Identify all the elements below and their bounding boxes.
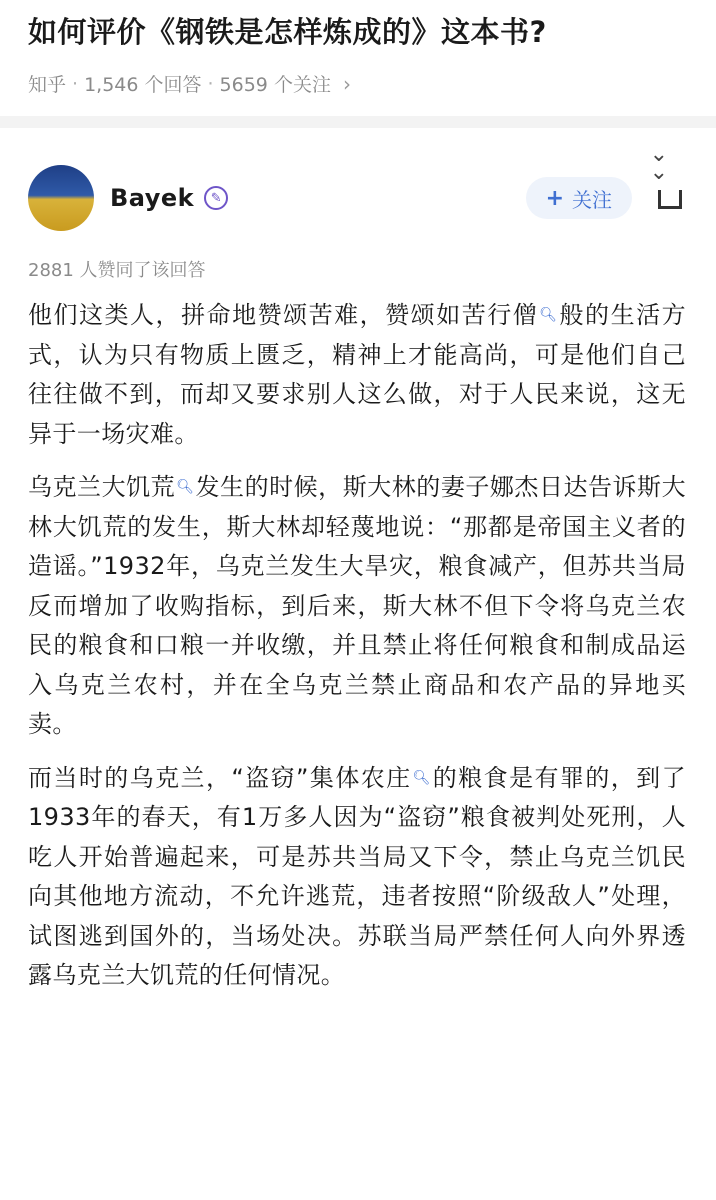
meta-separator: · — [207, 72, 214, 95]
search-mark-icon[interactable]: 🔍︎ — [412, 769, 431, 786]
follower-count: 5659 个关注 — [219, 74, 331, 96]
paragraph-1: 他们这类人，拼命地赞颂苦难，赞颂如苦行僧🔍︎般的生活方式，认为只有物质上匮乏，精神上才能高尚，可是他们自己往往做不到，而却又要求别人这么做，对于人民来说，这无异于一场灾难。 — [28, 296, 686, 454]
answer-body — [28, 296, 686, 996]
question-header — [0, 0, 716, 116]
chevron-right-icon[interactable]: › — [342, 71, 351, 96]
question-meta[interactable] — [28, 70, 688, 97]
search-mark-icon[interactable]: 🔍︎ — [539, 307, 558, 323]
answer-count: 1,546 个回答 — [84, 74, 202, 96]
author-row — [28, 160, 686, 236]
answer-card — [0, 128, 716, 996]
search-mark-icon[interactable]: 🔍︎ — [176, 479, 195, 495]
likes-line: 2881 人赞同了该回答 — [28, 260, 206, 281]
side-bracket-icon[interactable] — [658, 190, 682, 209]
follow-label: 关注 — [572, 187, 612, 212]
double-chevron-down-icon[interactable]: ⌄ ⌄ — [649, 142, 668, 185]
meta-separator: · — [72, 72, 79, 95]
paragraph-2: 乌克兰大饥荒🔍︎发生的时候，斯大林的妻子娜杰日达告诉斯大林大饥荒的发生，斯大林却轻蔑地说：“那都是帝国主义者的造谣。”1932年，乌克兰发生大旱灾，粮食减产，但苏共当局反而增加了收购指标，到后来，斯大林不但下令将乌克兰农民的粮食和口粮一并收缴，并且禁止将任何粮食和制成品运入乌克兰农村，并在全乌克兰禁止商品和农产品的异地买卖。 — [28, 468, 686, 745]
author-name[interactable]: Bayek — [110, 184, 195, 212]
plus-icon: + — [545, 185, 564, 211]
pen-badge-icon: ✎ — [204, 186, 228, 210]
follow-button[interactable] — [526, 177, 632, 219]
question-title[interactable]: 如何评价《钢铁是怎样炼成的》这本书? — [28, 15, 547, 49]
avatar[interactable] — [28, 165, 94, 231]
section-divider — [0, 116, 716, 128]
paragraph-3: 而当时的乌克兰，“盗窃”集体农庄🔍︎的粮食是有罪的，到了1933年的春天，有1万多人因为“盗窃”粮食被判处死刑，人吃人开始普遍起来，可是苏共当局又下令，禁止乌克兰饥民向其他地方流动，不允许逃荒，违者按照“阶级敌人”处理，试图逃到国外的，当场处决。苏联当局严禁任何人向外界透露乌克兰大饥荒的任何情况。 — [28, 759, 686, 996]
source-label: 知乎 — [28, 74, 67, 96]
